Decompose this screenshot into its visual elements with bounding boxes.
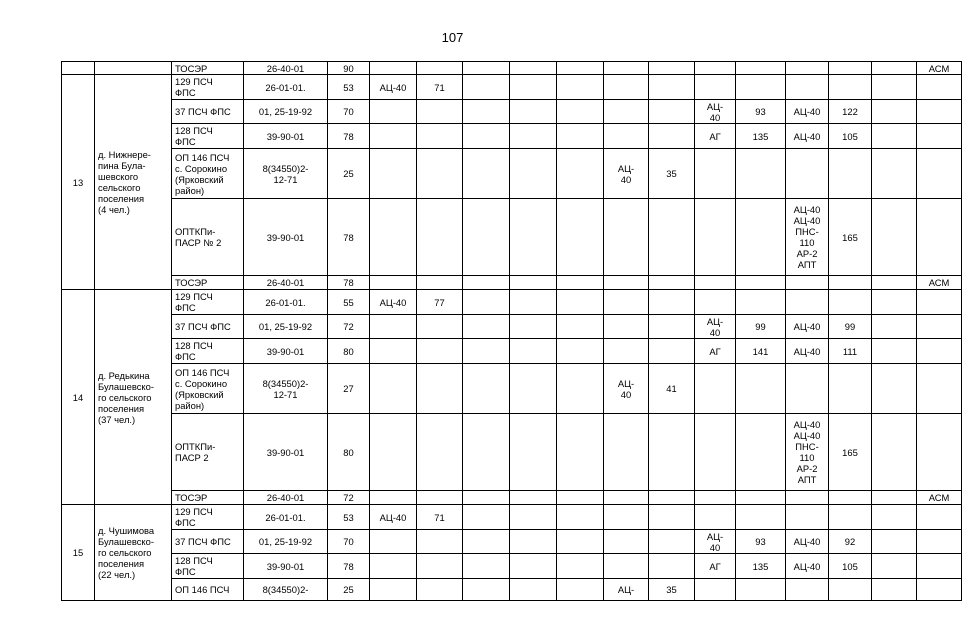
cell-vehicle <box>695 505 736 530</box>
cell-special <box>917 364 962 414</box>
cell-distance: 55 <box>328 290 370 315</box>
cell-time: 105 <box>829 554 872 579</box>
cell-vehicle <box>370 199 417 276</box>
cell-vehicle <box>557 276 604 290</box>
cell-vehicle <box>370 579 417 601</box>
cell-vehicle <box>370 364 417 414</box>
cell-vehicle <box>695 579 736 601</box>
cell-phone: 01, 25-19-92 <box>244 530 328 554</box>
cell-special: АСМ <box>917 276 962 290</box>
cell-number: 13 <box>62 75 95 290</box>
table-row <box>62 364 962 414</box>
cell-vehicle <box>463 62 510 75</box>
cell-unit: ОПТКПи- ПАСР № 2 <box>172 199 244 276</box>
cell-special <box>917 199 962 276</box>
cell-vehicle <box>557 149 604 199</box>
cell-time <box>736 276 786 290</box>
cell-unit: 128 ПСЧ ФПС <box>172 124 244 149</box>
cell-extra <box>872 100 917 124</box>
table-row <box>62 100 962 124</box>
cell-vehicle <box>557 199 604 276</box>
table-row <box>62 315 962 339</box>
cell-distance: 78 <box>328 276 370 290</box>
cell-time <box>510 554 557 579</box>
table-row <box>62 276 962 290</box>
cell-vehicle <box>557 315 604 339</box>
cell-extra <box>872 414 917 491</box>
cell-time <box>510 290 557 315</box>
cell-vehicle <box>557 290 604 315</box>
cell-settlement: д. Чушимова Булашевско- го сельского поселения (22 чел.) <box>95 505 172 601</box>
cell-vehicle: АЦ-40 АЦ-40 ПНС- 110 АР-2 АПТ <box>786 414 829 491</box>
table-row <box>62 579 962 601</box>
cell-vehicle <box>557 124 604 149</box>
cell-time: 92 <box>829 530 872 554</box>
cell-time <box>510 364 557 414</box>
cell-unit: ОП 146 ПСЧ с. Сорокино (Ярковский район) <box>172 364 244 414</box>
cell-vehicle <box>695 414 736 491</box>
fire-response-table <box>61 61 962 601</box>
cell-vehicle <box>463 505 510 530</box>
cell-time <box>649 290 695 315</box>
cell-settlement: д. Нижнере- пина Була- шевского сельского поселения (4 чел.) <box>95 75 172 290</box>
cell-vehicle <box>557 554 604 579</box>
cell-time <box>417 579 463 601</box>
cell-phone: 01, 25-19-92 <box>244 315 328 339</box>
cell-special: АСМ <box>917 62 962 75</box>
cell-extra <box>872 554 917 579</box>
cell-unit: 129 ПСЧ ФПС <box>172 505 244 530</box>
cell-vehicle <box>557 75 604 100</box>
cell-time: 71 <box>417 75 463 100</box>
cell-extra <box>872 491 917 505</box>
cell-time <box>510 199 557 276</box>
cell-distance: 72 <box>328 491 370 505</box>
cell-vehicle <box>604 554 649 579</box>
cell-extra <box>872 62 917 75</box>
cell-time: 41 <box>649 364 695 414</box>
cell-vehicle <box>557 339 604 364</box>
cell-distance: 70 <box>328 530 370 554</box>
cell-time <box>649 124 695 149</box>
cell-time <box>417 554 463 579</box>
cell-phone: 26-01-01. <box>244 75 328 100</box>
cell-number: 15 <box>62 505 95 601</box>
cell-time <box>417 315 463 339</box>
cell-time <box>417 414 463 491</box>
cell-unit: ТОСЭР <box>172 62 244 75</box>
cell-time <box>417 339 463 364</box>
cell-time <box>736 491 786 505</box>
cell-unit: ОП 146 ПСЧ с. Сорокино (Ярковский район) <box>172 149 244 199</box>
cell-number: 14 <box>62 290 95 505</box>
cell-time: 135 <box>736 124 786 149</box>
cell-vehicle: АЦ- 40 <box>695 315 736 339</box>
cell-time <box>736 364 786 414</box>
cell-vehicle <box>604 199 649 276</box>
cell-time: 93 <box>736 100 786 124</box>
cell-phone: 39-90-01 <box>244 199 328 276</box>
cell-vehicle <box>557 579 604 601</box>
cell-vehicle <box>604 414 649 491</box>
cell-time <box>649 276 695 290</box>
table-row <box>62 491 962 505</box>
cell-vehicle <box>463 100 510 124</box>
cell-vehicle <box>786 276 829 290</box>
cell-vehicle <box>786 579 829 601</box>
cell-special <box>917 554 962 579</box>
cell-time: 99 <box>829 315 872 339</box>
cell-special <box>917 124 962 149</box>
table-row <box>62 554 962 579</box>
cell-vehicle <box>786 505 829 530</box>
cell-vehicle: АЦ-40 <box>370 290 417 315</box>
cell-vehicle <box>557 62 604 75</box>
cell-vehicle <box>463 491 510 505</box>
cell-special <box>917 100 962 124</box>
table-row <box>62 62 962 75</box>
cell-vehicle <box>463 276 510 290</box>
cell-vehicle <box>557 530 604 554</box>
cell-time: 35 <box>649 579 695 601</box>
cell-vehicle <box>695 290 736 315</box>
cell-vehicle <box>604 75 649 100</box>
cell-phone: 39-90-01 <box>244 124 328 149</box>
cell-vehicle <box>557 364 604 414</box>
cell-phone: 26-40-01 <box>244 491 328 505</box>
cell-phone: 26-01-01. <box>244 505 328 530</box>
cell-time <box>829 579 872 601</box>
cell-vehicle <box>463 339 510 364</box>
cell-unit: ОП 146 ПСЧ <box>172 579 244 601</box>
cell-time <box>510 62 557 75</box>
cell-time: 35 <box>649 149 695 199</box>
cell-vehicle <box>463 315 510 339</box>
cell-time <box>510 505 557 530</box>
cell-vehicle <box>463 364 510 414</box>
cell-time <box>510 530 557 554</box>
cell-extra <box>872 505 917 530</box>
cell-vehicle <box>695 62 736 75</box>
cell-extra <box>872 339 917 364</box>
cell-time <box>510 276 557 290</box>
cell-unit: ОПТКПи- ПАСР 2 <box>172 414 244 491</box>
cell-time <box>649 100 695 124</box>
cell-vehicle <box>557 491 604 505</box>
cell-vehicle <box>604 339 649 364</box>
table-row <box>62 199 962 276</box>
cell-extra <box>872 124 917 149</box>
cell-vehicle <box>557 505 604 530</box>
cell-time: 71 <box>417 505 463 530</box>
cell-special <box>917 339 962 364</box>
cell-vehicle <box>370 100 417 124</box>
cell-distance: 25 <box>328 149 370 199</box>
cell-time <box>649 491 695 505</box>
cell-vehicle <box>370 149 417 199</box>
cell-unit: ТОСЭР <box>172 276 244 290</box>
cell-vehicle <box>786 75 829 100</box>
cell-time <box>829 149 872 199</box>
cell-vehicle <box>604 491 649 505</box>
cell-special <box>917 579 962 601</box>
cell-vehicle <box>604 530 649 554</box>
cell-vehicle: АЦ-40 <box>786 530 829 554</box>
cell-vehicle <box>370 554 417 579</box>
cell-special <box>917 505 962 530</box>
cell-time <box>649 75 695 100</box>
cell-time <box>736 62 786 75</box>
cell-time <box>649 62 695 75</box>
table-row <box>62 505 962 530</box>
cell-time <box>649 530 695 554</box>
cell-phone: 39-90-01 <box>244 554 328 579</box>
cell-vehicle: АЦ- 40 <box>695 530 736 554</box>
cell-vehicle: АЦ- <box>604 579 649 601</box>
cell-vehicle <box>786 149 829 199</box>
cell-vehicle: АЦ- 40 <box>604 149 649 199</box>
cell-time <box>417 276 463 290</box>
table-row <box>62 149 962 199</box>
cell-vehicle <box>370 491 417 505</box>
cell-time <box>417 364 463 414</box>
cell-time <box>649 414 695 491</box>
cell-time <box>510 339 557 364</box>
cell-distance: 80 <box>328 414 370 491</box>
cell-time: 165 <box>829 199 872 276</box>
cell-distance: 80 <box>328 339 370 364</box>
cell-time <box>736 414 786 491</box>
cell-time <box>649 505 695 530</box>
cell-vehicle <box>604 290 649 315</box>
table-row <box>62 290 962 315</box>
cell-extra <box>872 364 917 414</box>
cell-distance: 25 <box>328 579 370 601</box>
table-row <box>62 75 962 100</box>
cell-special <box>917 530 962 554</box>
cell-phone: 39-90-01 <box>244 414 328 491</box>
cell-time: 122 <box>829 100 872 124</box>
cell-extra <box>872 579 917 601</box>
cell-vehicle <box>695 491 736 505</box>
cell-unit: 128 ПСЧ ФПС <box>172 554 244 579</box>
cell-vehicle <box>463 530 510 554</box>
cell-vehicle <box>604 315 649 339</box>
cell-extra <box>872 315 917 339</box>
cell-time <box>417 149 463 199</box>
cell-time <box>649 339 695 364</box>
cell-time: 141 <box>736 339 786 364</box>
cell-special: АСМ <box>917 491 962 505</box>
cell-vehicle <box>604 62 649 75</box>
cell-settlement <box>95 62 172 75</box>
cell-vehicle <box>695 276 736 290</box>
cell-vehicle <box>463 124 510 149</box>
cell-time <box>417 491 463 505</box>
cell-extra <box>872 149 917 199</box>
cell-phone: 26-01-01. <box>244 290 328 315</box>
cell-vehicle: АЦ-40 <box>370 505 417 530</box>
cell-vehicle <box>463 554 510 579</box>
cell-time <box>736 579 786 601</box>
cell-time <box>736 149 786 199</box>
page-number: 107 <box>441 30 464 45</box>
cell-time: 165 <box>829 414 872 491</box>
cell-vehicle <box>786 364 829 414</box>
cell-distance: 78 <box>328 124 370 149</box>
cell-phone: 8(34550)2- 12-71 <box>244 149 328 199</box>
cell-vehicle: АЦ-40 <box>786 554 829 579</box>
cell-vehicle <box>370 276 417 290</box>
cell-time <box>829 75 872 100</box>
cell-extra <box>872 530 917 554</box>
cell-distance: 78 <box>328 554 370 579</box>
cell-unit: 37 ПСЧ ФПС <box>172 530 244 554</box>
cell-time <box>510 100 557 124</box>
cell-number <box>62 62 95 75</box>
cell-special <box>917 75 962 100</box>
cell-vehicle: АГ <box>695 124 736 149</box>
cell-vehicle <box>604 276 649 290</box>
cell-vehicle <box>370 62 417 75</box>
cell-vehicle <box>370 339 417 364</box>
cell-time <box>736 199 786 276</box>
cell-distance: 27 <box>328 364 370 414</box>
cell-time <box>649 315 695 339</box>
cell-vehicle <box>695 149 736 199</box>
cell-distance: 90 <box>328 62 370 75</box>
cell-unit: 37 ПСЧ ФПС <box>172 100 244 124</box>
cell-time <box>417 100 463 124</box>
table-row <box>62 124 962 149</box>
cell-vehicle: АЦ-40 <box>786 100 829 124</box>
cell-extra <box>872 199 917 276</box>
cell-phone: 26-40-01 <box>244 276 328 290</box>
cell-time: 77 <box>417 290 463 315</box>
cell-vehicle <box>695 75 736 100</box>
cell-unit: 128 ПСЧ ФПС <box>172 339 244 364</box>
cell-vehicle: АЦ-40 <box>786 124 829 149</box>
cell-distance: 72 <box>328 315 370 339</box>
table-row <box>62 530 962 554</box>
cell-special <box>917 315 962 339</box>
cell-time <box>829 276 872 290</box>
cell-vehicle: АЦ- 40 <box>695 100 736 124</box>
cell-vehicle: АЦ-40 <box>370 75 417 100</box>
cell-special <box>917 290 962 315</box>
cell-vehicle <box>604 505 649 530</box>
cell-vehicle: АГ <box>695 554 736 579</box>
cell-vehicle: АЦ-40 <box>786 315 829 339</box>
cell-time <box>829 505 872 530</box>
cell-time <box>829 491 872 505</box>
cell-time <box>736 290 786 315</box>
cell-distance: 78 <box>328 199 370 276</box>
cell-phone: 39-90-01 <box>244 339 328 364</box>
cell-distance: 70 <box>328 100 370 124</box>
cell-vehicle <box>557 414 604 491</box>
cell-unit: 129 ПСЧ ФПС <box>172 75 244 100</box>
cell-vehicle <box>463 579 510 601</box>
cell-distance: 53 <box>328 75 370 100</box>
cell-vehicle: АЦ- 40 <box>604 364 649 414</box>
cell-phone: 8(34550)2- 12-71 <box>244 364 328 414</box>
cell-unit: ТОСЭР <box>172 491 244 505</box>
cell-time <box>829 290 872 315</box>
cell-time: 93 <box>736 530 786 554</box>
cell-extra <box>872 276 917 290</box>
cell-time <box>510 149 557 199</box>
cell-phone: 8(34550)2- <box>244 579 328 601</box>
cell-vehicle <box>463 290 510 315</box>
cell-vehicle <box>370 530 417 554</box>
cell-vehicle: АЦ-40 АЦ-40 ПНС- 110 АР-2 АПТ <box>786 199 829 276</box>
cell-extra <box>872 290 917 315</box>
cell-time <box>649 554 695 579</box>
cell-phone: 01, 25-19-92 <box>244 100 328 124</box>
cell-time <box>510 414 557 491</box>
cell-time: 135 <box>736 554 786 579</box>
cell-vehicle <box>370 124 417 149</box>
cell-vehicle <box>786 491 829 505</box>
cell-time <box>736 505 786 530</box>
cell-time <box>417 124 463 149</box>
cell-vehicle <box>695 364 736 414</box>
cell-time <box>736 75 786 100</box>
cell-special <box>917 414 962 491</box>
cell-time <box>510 315 557 339</box>
cell-time: 99 <box>736 315 786 339</box>
cell-vehicle <box>370 315 417 339</box>
cell-vehicle: АГ <box>695 339 736 364</box>
cell-time <box>417 530 463 554</box>
cell-time: 105 <box>829 124 872 149</box>
cell-unit: 129 ПСЧ ФПС <box>172 290 244 315</box>
table-row <box>62 339 962 364</box>
cell-time <box>829 364 872 414</box>
cell-unit: 37 ПСЧ ФПС <box>172 315 244 339</box>
cell-time <box>510 75 557 100</box>
cell-extra <box>872 75 917 100</box>
cell-time <box>510 124 557 149</box>
cell-time <box>829 62 872 75</box>
cell-vehicle <box>463 75 510 100</box>
cell-time <box>417 199 463 276</box>
cell-vehicle <box>695 199 736 276</box>
cell-vehicle <box>463 149 510 199</box>
cell-time <box>649 199 695 276</box>
cell-vehicle <box>463 199 510 276</box>
cell-special <box>917 149 962 199</box>
cell-vehicle <box>604 124 649 149</box>
cell-time <box>510 491 557 505</box>
cell-settlement: д. Редькина Булашевско- го сельского поселения (37 чел.) <box>95 290 172 505</box>
cell-vehicle <box>557 100 604 124</box>
cell-vehicle <box>370 414 417 491</box>
cell-vehicle <box>786 62 829 75</box>
cell-phone: 26-40-01 <box>244 62 328 75</box>
cell-time: 111 <box>829 339 872 364</box>
table-row <box>62 414 962 491</box>
cell-vehicle <box>604 100 649 124</box>
cell-vehicle <box>786 290 829 315</box>
cell-vehicle <box>463 414 510 491</box>
cell-vehicle: АЦ-40 <box>786 339 829 364</box>
cell-distance: 53 <box>328 505 370 530</box>
cell-time <box>510 579 557 601</box>
cell-time <box>417 62 463 75</box>
